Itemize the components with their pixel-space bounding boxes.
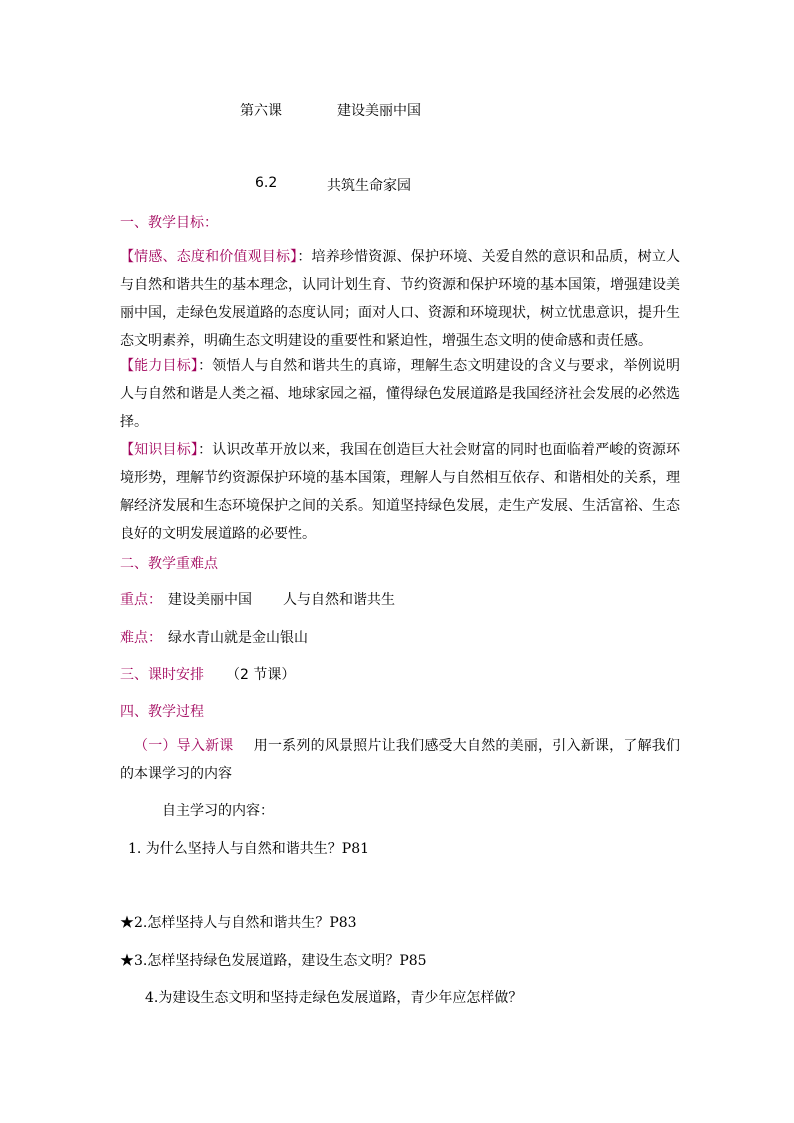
lesson-title: 建设美丽中国 [337,103,421,119]
question-2: ★2.怎样坚持人与自然和谐共生？P83 [120,915,357,931]
schedule-value: （2 节课） [226,667,296,683]
question-1: 1. 为什么坚持人与自然和谐共生？P81 [128,841,370,857]
knowledge-goal-label: 【知识目标】 [120,442,199,458]
difficulty-text: 绿水青山就是金山银山 [168,630,308,646]
self-study-heading: 自主学习的内容： [162,803,274,819]
intro-label: （一）导入新课 [134,738,234,754]
schedule-heading: 三、课时安排 [120,667,204,683]
focus-row [120,589,162,609]
emotion-goal-label: 【情感、态度和价值观目标】 [120,249,298,265]
intro-text: 用一系列的风景照片让我们感受大自然的美丽，引入新课，了解我们的本课学习的内容 [120,738,681,782]
focus-item-2: 人与自然和谐共生 [283,592,395,608]
ability-goal-paragraph [120,352,680,436]
ability-goal-label: 【能力目标】 [120,358,199,374]
emotion-goal-paragraph [120,243,680,355]
goals-heading: 一、教学目标： [120,215,218,231]
question-4: 4.为建设生态文明和坚持走绿色发展道路，青少年应怎样做？ [145,990,523,1006]
knowledge-goal-text: ：认识改革开放以来，我国在创造巨大社会财富的同时也面临着严峻的资源环境形势，理解节约资源保护环境的基本国策，理解人与自然相互依存、和谐相处的关系，理解经济发展和生态环境保护之间的关系。知道坚持绿色发展，走生产发展、生活富裕、生态良好的文明发展道路的必要性。 [120,442,680,542]
ability-goal-text: ：领悟人与自然和谐共生的真谛，理解生态文明建设的含义与要求，举例说明人与自然和谐是人类之福、地球家园之福，懂得绿色发展道路是我国经济社会发展的必然选择。 [120,358,680,430]
question-3: ★3.怎样坚持绿色发展道路，建设生态文明？P85 [120,953,427,969]
knowledge-goal-paragraph [120,436,680,548]
key-points-heading: 二、教学重难点 [120,556,218,572]
focus-item-1: 建设美丽中国 [168,592,252,608]
section-title: 共筑生命家园 [327,178,411,194]
process-heading: 四、教学过程 [120,704,204,720]
focus-label: 重点： [120,592,162,608]
section-number: 6.2 [255,175,278,191]
lesson-number: 第六课 [240,103,282,119]
emotion-goal-text: ：培养珍惜资源、保护环境、关爱自然的意识和品质，树立人与自然和谐共生的基本理念，认同计划生育、节约资源和保护环境的基本国策，增强建设美丽中国，走绿色发展道路的态度认同；面对人口、资源和环境现状，树立忧患意识，提升生态文明素养，明确生态文明建设的重要性和紧迫性，增强生态文明的使命感和责任感。 [120,249,681,349]
difficulty-label: 难点： [120,630,162,646]
intro-paragraph [120,732,680,788]
